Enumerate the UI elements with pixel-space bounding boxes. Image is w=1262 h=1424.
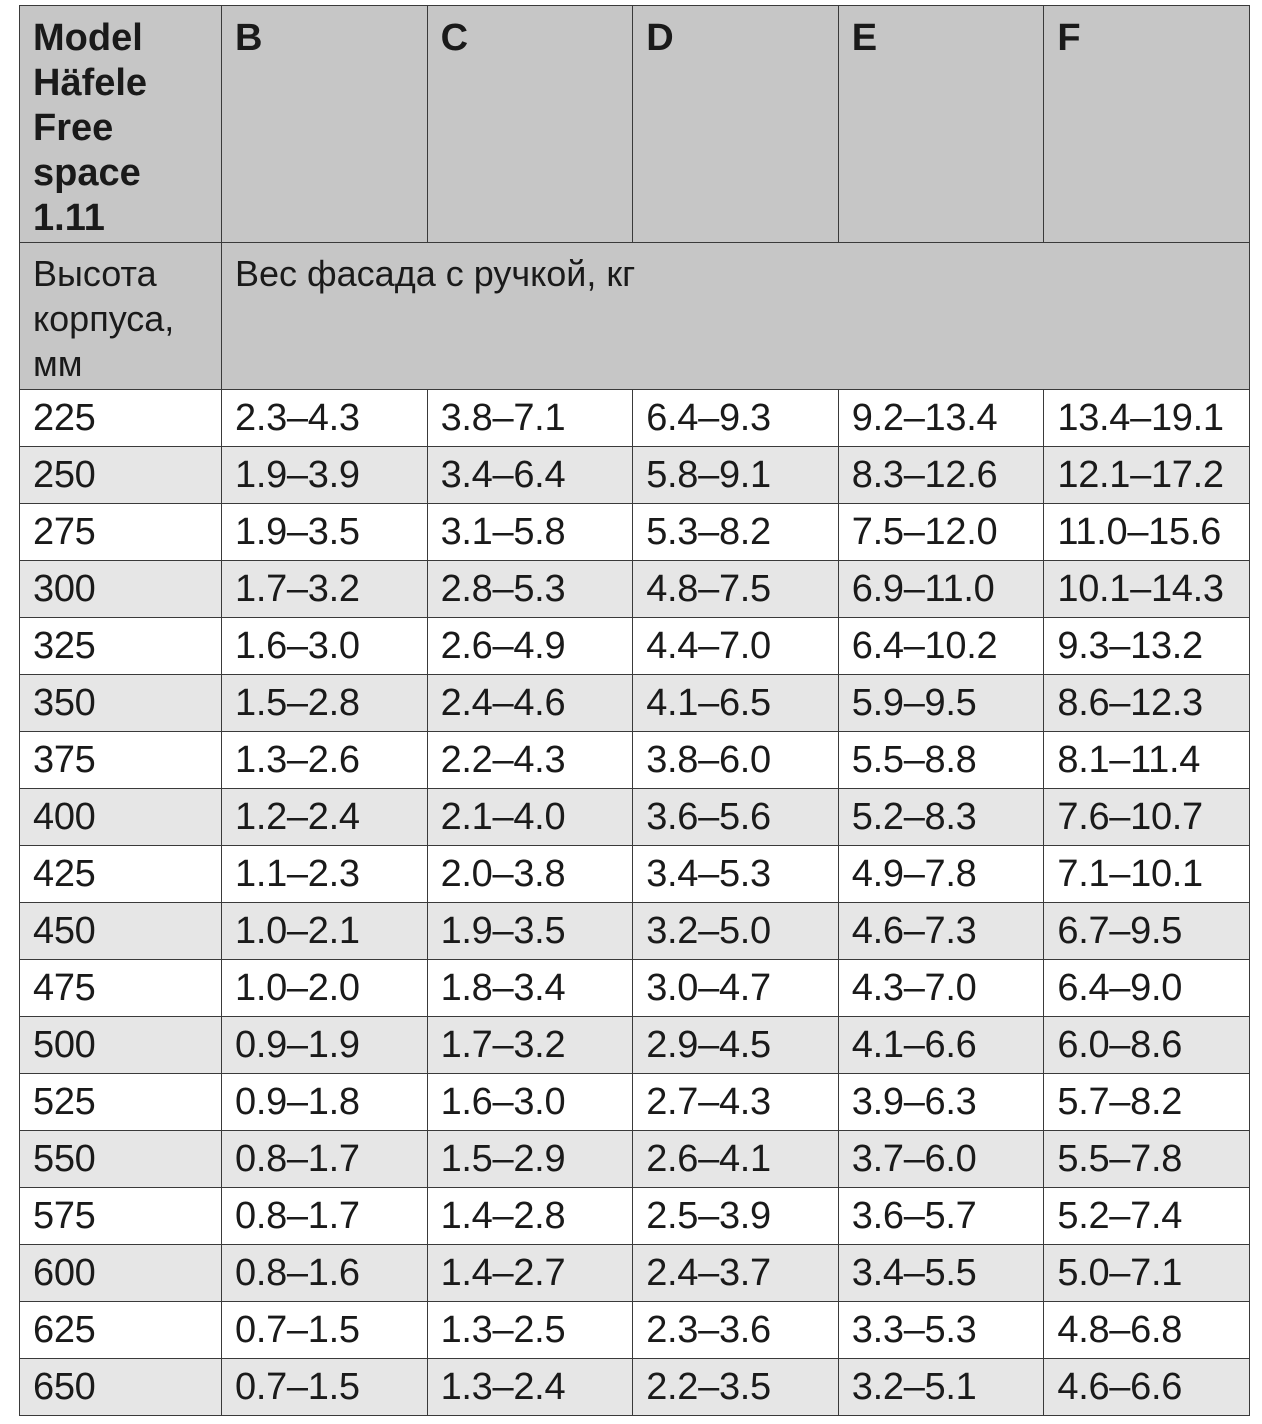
weight-cell-f: 9.3–13.2	[1044, 618, 1250, 675]
weight-cell-c: 1.7–3.2	[427, 1017, 633, 1074]
weight-cell-d: 2.7–4.3	[633, 1074, 839, 1131]
weight-cell-d: 3.4–5.3	[633, 846, 839, 903]
weight-cell-f: 7.6–10.7	[1044, 789, 1250, 846]
weight-cell-f: 4.6–6.6	[1044, 1359, 1250, 1416]
weight-cell-f: 13.4–19.1	[1044, 390, 1250, 447]
table-row	[20, 447, 1250, 504]
weight-cell-d: 3.2–5.0	[633, 903, 839, 960]
weight-cell-d: 2.9–4.5	[633, 1017, 839, 1074]
height-cell: 475	[20, 960, 222, 1017]
weight-cell-e: 3.6–5.7	[838, 1188, 1044, 1245]
weight-cell-f: 6.4–9.0	[1044, 960, 1250, 1017]
table-row	[20, 789, 1250, 846]
weight-cell-f: 11.0–15.6	[1044, 504, 1250, 561]
weight-cell-e: 3.2–5.1	[838, 1359, 1044, 1416]
height-cell: 325	[20, 618, 222, 675]
weight-cell-e: 9.2–13.4	[838, 390, 1044, 447]
weight-cell-d: 4.8–7.5	[633, 561, 839, 618]
weight-cell-d: 3.8–6.0	[633, 732, 839, 789]
weight-cell-e: 3.7–6.0	[838, 1131, 1044, 1188]
weight-cell-f: 7.1–10.1	[1044, 846, 1250, 903]
table-row	[20, 1302, 1250, 1359]
weight-cell-d: 2.5–3.9	[633, 1188, 839, 1245]
weight-cell-b: 1.1–2.3	[222, 846, 428, 903]
weight-cell-e: 8.3–12.6	[838, 447, 1044, 504]
column-header-f: F	[1044, 6, 1250, 243]
weight-cell-b: 0.7–1.5	[222, 1302, 428, 1359]
weight-cell-d: 3.6–5.6	[633, 789, 839, 846]
table-row	[20, 561, 1250, 618]
weight-cell-b: 1.9–3.5	[222, 504, 428, 561]
weight-cell-d: 3.0–4.7	[633, 960, 839, 1017]
weight-cell-d: 2.6–4.1	[633, 1131, 839, 1188]
height-cell: 350	[20, 675, 222, 732]
weight-cell-b: 0.9–1.9	[222, 1017, 428, 1074]
weight-cell-b: 1.3–2.6	[222, 732, 428, 789]
column-header-d: D	[633, 6, 839, 243]
weight-cell-f: 6.0–8.6	[1044, 1017, 1250, 1074]
weight-cell-c: 1.4–2.7	[427, 1245, 633, 1302]
weight-cell-b: 0.9–1.8	[222, 1074, 428, 1131]
weight-cell-f: 8.1–11.4	[1044, 732, 1250, 789]
column-header-b: B	[222, 6, 428, 243]
table-row	[20, 1245, 1250, 1302]
weight-cell-c: 1.4–2.8	[427, 1188, 633, 1245]
weight-cell-b: 1.7–3.2	[222, 561, 428, 618]
table-row	[20, 675, 1250, 732]
height-cell: 275	[20, 504, 222, 561]
weight-cell-b: 1.5–2.8	[222, 675, 428, 732]
table-row	[20, 1131, 1250, 1188]
weight-cell-c: 2.0–3.8	[427, 846, 633, 903]
weight-label: Вес фасада с ручкой, кг	[222, 243, 1250, 390]
column-header-c: C	[427, 6, 633, 243]
weight-cell-e: 4.1–6.6	[838, 1017, 1044, 1074]
weight-cell-d: 2.2–3.5	[633, 1359, 839, 1416]
weight-cell-c: 2.8–5.3	[427, 561, 633, 618]
table-row	[20, 732, 1250, 789]
weight-cell-c: 3.1–5.8	[427, 504, 633, 561]
weight-cell-c: 1.8–3.4	[427, 960, 633, 1017]
weight-cell-c: 3.4–6.4	[427, 447, 633, 504]
weight-cell-b: 0.8–1.7	[222, 1131, 428, 1188]
height-cell: 425	[20, 846, 222, 903]
weight-cell-e: 6.9–11.0	[838, 561, 1044, 618]
weight-cell-d: 4.1–6.5	[633, 675, 839, 732]
height-cell: 400	[20, 789, 222, 846]
table-row	[20, 390, 1250, 447]
weight-cell-d: 4.4–7.0	[633, 618, 839, 675]
table-row	[20, 960, 1250, 1017]
weight-cell-b: 0.8–1.6	[222, 1245, 428, 1302]
table-row	[20, 1359, 1250, 1416]
weight-cell-c: 1.9–3.5	[427, 903, 633, 960]
weight-cell-c: 1.3–2.5	[427, 1302, 633, 1359]
table-row	[20, 1188, 1250, 1245]
weight-cell-c: 1.6–3.0	[427, 1074, 633, 1131]
column-header-row	[20, 6, 1250, 243]
height-cell: 575	[20, 1188, 222, 1245]
height-cell: 375	[20, 732, 222, 789]
weight-cell-b: 2.3–4.3	[222, 390, 428, 447]
height-cell: 525	[20, 1074, 222, 1131]
weight-cell-b: 1.9–3.9	[222, 447, 428, 504]
model-header: Model Häfele Free space 1.11	[20, 6, 222, 243]
weight-cell-d: 2.3–3.6	[633, 1302, 839, 1359]
weight-cell-e: 3.4–5.5	[838, 1245, 1044, 1302]
weight-cell-e: 5.2–8.3	[838, 789, 1044, 846]
table-row	[20, 846, 1250, 903]
weight-cell-c: 2.6–4.9	[427, 618, 633, 675]
height-cell: 600	[20, 1245, 222, 1302]
weight-cell-c: 2.1–4.0	[427, 789, 633, 846]
weight-cell-f: 5.2–7.4	[1044, 1188, 1250, 1245]
weight-cell-e: 4.9–7.8	[838, 846, 1044, 903]
weight-cell-f: 12.1–17.2	[1044, 447, 1250, 504]
weight-cell-e: 4.6–7.3	[838, 903, 1044, 960]
weight-cell-f: 10.1–14.3	[1044, 561, 1250, 618]
weight-cell-c: 2.4–4.6	[427, 675, 633, 732]
weight-cell-c: 2.2–4.3	[427, 732, 633, 789]
height-cell: 625	[20, 1302, 222, 1359]
weight-cell-d: 5.3–8.2	[633, 504, 839, 561]
weight-cell-e: 6.4–10.2	[838, 618, 1044, 675]
table-row	[20, 504, 1250, 561]
weight-cell-c: 1.3–2.4	[427, 1359, 633, 1416]
weight-cell-b: 0.7–1.5	[222, 1359, 428, 1416]
weight-cell-f: 8.6–12.3	[1044, 675, 1250, 732]
height-cell: 225	[20, 390, 222, 447]
weight-cell-b: 1.6–3.0	[222, 618, 428, 675]
weight-cell-f: 5.7–8.2	[1044, 1074, 1250, 1131]
weight-cell-b: 1.0–2.0	[222, 960, 428, 1017]
weight-cell-d: 5.8–9.1	[633, 447, 839, 504]
weight-cell-b: 1.0–2.1	[222, 903, 428, 960]
height-cell: 650	[20, 1359, 222, 1416]
table-row	[20, 618, 1250, 675]
weight-cell-d: 2.4–3.7	[633, 1245, 839, 1302]
weight-cell-f: 6.7–9.5	[1044, 903, 1250, 960]
weight-cell-f: 5.5–7.8	[1044, 1131, 1250, 1188]
weight-table	[19, 5, 1250, 1416]
weight-cell-e: 3.9–6.3	[838, 1074, 1044, 1131]
weight-cell-b: 0.8–1.7	[222, 1188, 428, 1245]
weight-cell-c: 3.8–7.1	[427, 390, 633, 447]
weight-cell-f: 4.8–6.8	[1044, 1302, 1250, 1359]
weight-cell-c: 1.5–2.9	[427, 1131, 633, 1188]
weight-cell-e: 5.9–9.5	[838, 675, 1044, 732]
table-row	[20, 903, 1250, 960]
table-body	[20, 390, 1250, 1416]
weight-cell-e: 3.3–5.3	[838, 1302, 1044, 1359]
table-row	[20, 1017, 1250, 1074]
unit-header-row	[20, 243, 1250, 390]
weight-cell-d: 6.4–9.3	[633, 390, 839, 447]
height-label: Высота корпуса, мм	[20, 243, 222, 390]
height-cell: 550	[20, 1131, 222, 1188]
height-cell: 500	[20, 1017, 222, 1074]
weight-cell-e: 4.3–7.0	[838, 960, 1044, 1017]
weight-cell-e: 7.5–12.0	[838, 504, 1044, 561]
table-row	[20, 1074, 1250, 1131]
height-cell: 300	[20, 561, 222, 618]
column-header-e: E	[838, 6, 1044, 243]
weight-cell-b: 1.2–2.4	[222, 789, 428, 846]
weight-cell-f: 5.0–7.1	[1044, 1245, 1250, 1302]
height-cell: 250	[20, 447, 222, 504]
weight-cell-e: 5.5–8.8	[838, 732, 1044, 789]
height-cell: 450	[20, 903, 222, 960]
